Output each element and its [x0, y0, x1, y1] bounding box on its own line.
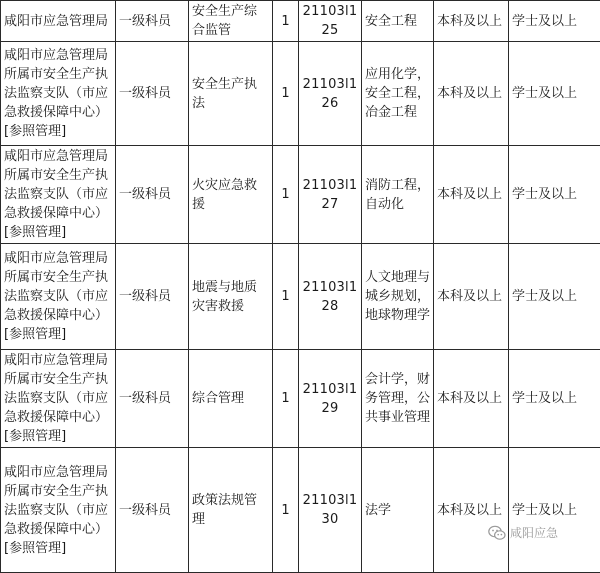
education-cell: 本科及以上	[434, 1, 509, 42]
major-cell: 法学	[362, 448, 434, 573]
unit-cell: 咸阳市应急管理局所属市安全生产执法监察支队（市应急救援保障中心）[参照管理]	[1, 350, 116, 448]
table-row	[1, 1, 600, 42]
unit-cell: 咸阳市应急管理局	[1, 1, 116, 42]
unit-cell: 咸阳市应急管理局所属市安全生产执法监察支队（市应急救援保障中心）[参照管理]	[1, 448, 116, 573]
degree-cell: 学士及以上	[509, 146, 600, 244]
degree-cell: 学士及以上	[509, 448, 600, 573]
table-row	[1, 42, 600, 146]
education-cell: 本科及以上	[434, 350, 509, 448]
level-cell: 一级科员	[116, 350, 189, 448]
education-cell: 本科及以上	[434, 42, 509, 146]
count-cell: 1	[273, 244, 299, 350]
code-cell: 21103l129	[299, 350, 362, 448]
post-cell: 安全生产执法	[189, 42, 273, 146]
table-row	[1, 448, 600, 573]
count-cell: 1	[273, 448, 299, 573]
level-cell: 一级科员	[116, 146, 189, 244]
degree-cell: 学士及以上	[509, 350, 600, 448]
level-cell: 一级科员	[116, 1, 189, 42]
degree-cell: 学士及以上	[509, 1, 600, 42]
count-cell: 1	[273, 42, 299, 146]
watermark	[488, 524, 558, 541]
level-cell: 一级科员	[116, 244, 189, 350]
degree-cell: 学士及以上	[509, 42, 600, 146]
post-cell: 政策法规管理	[189, 448, 273, 573]
code-cell: 21103l126	[299, 42, 362, 146]
code-cell: 21103l130	[299, 448, 362, 573]
table-row	[1, 146, 600, 244]
code-cell: 21103l127	[299, 146, 362, 244]
education-cell: 本科及以上	[434, 244, 509, 350]
major-cell: 消防工程，自动化	[362, 146, 434, 244]
major-cell: 人文地理与城乡规划，地球物理学	[362, 244, 434, 350]
count-cell: 1	[273, 1, 299, 42]
unit-cell: 咸阳市应急管理局所属市安全生产执法监察支队（市应急救援保障中心）[参照管理]	[1, 146, 116, 244]
major-cell: 安全工程	[362, 1, 434, 42]
post-cell: 地震与地质灾害救援	[189, 244, 273, 350]
table-row	[1, 350, 600, 448]
table-row	[1, 244, 600, 350]
education-cell: 本科及以上	[434, 448, 509, 573]
post-cell: 安全生产综合监管	[189, 1, 273, 42]
major-cell: 会计学，财务管理，公共事业管理	[362, 350, 434, 448]
unit-cell: 咸阳市应急管理局所属市安全生产执法监察支队（市应急救援保障中心）[参照管理]	[1, 42, 116, 146]
count-cell: 1	[273, 350, 299, 448]
level-cell: 一级科员	[116, 42, 189, 146]
education-cell: 本科及以上	[434, 146, 509, 244]
post-cell: 火灾应急救援	[189, 146, 273, 244]
wechat-icon	[488, 525, 506, 541]
code-cell: 21103l128	[299, 244, 362, 350]
degree-cell: 学士及以上	[509, 244, 600, 350]
post-cell: 综合管理	[189, 350, 273, 448]
watermark-text: 咸阳应急	[510, 524, 558, 541]
level-cell: 一级科员	[116, 448, 189, 573]
unit-cell: 咸阳市应急管理局所属市安全生产执法监察支队（市应急救援保障中心）[参照管理]	[1, 244, 116, 350]
code-cell: 21103l125	[299, 1, 362, 42]
count-cell: 1	[273, 146, 299, 244]
major-cell: 应用化学，安全工程，冶金工程	[362, 42, 434, 146]
